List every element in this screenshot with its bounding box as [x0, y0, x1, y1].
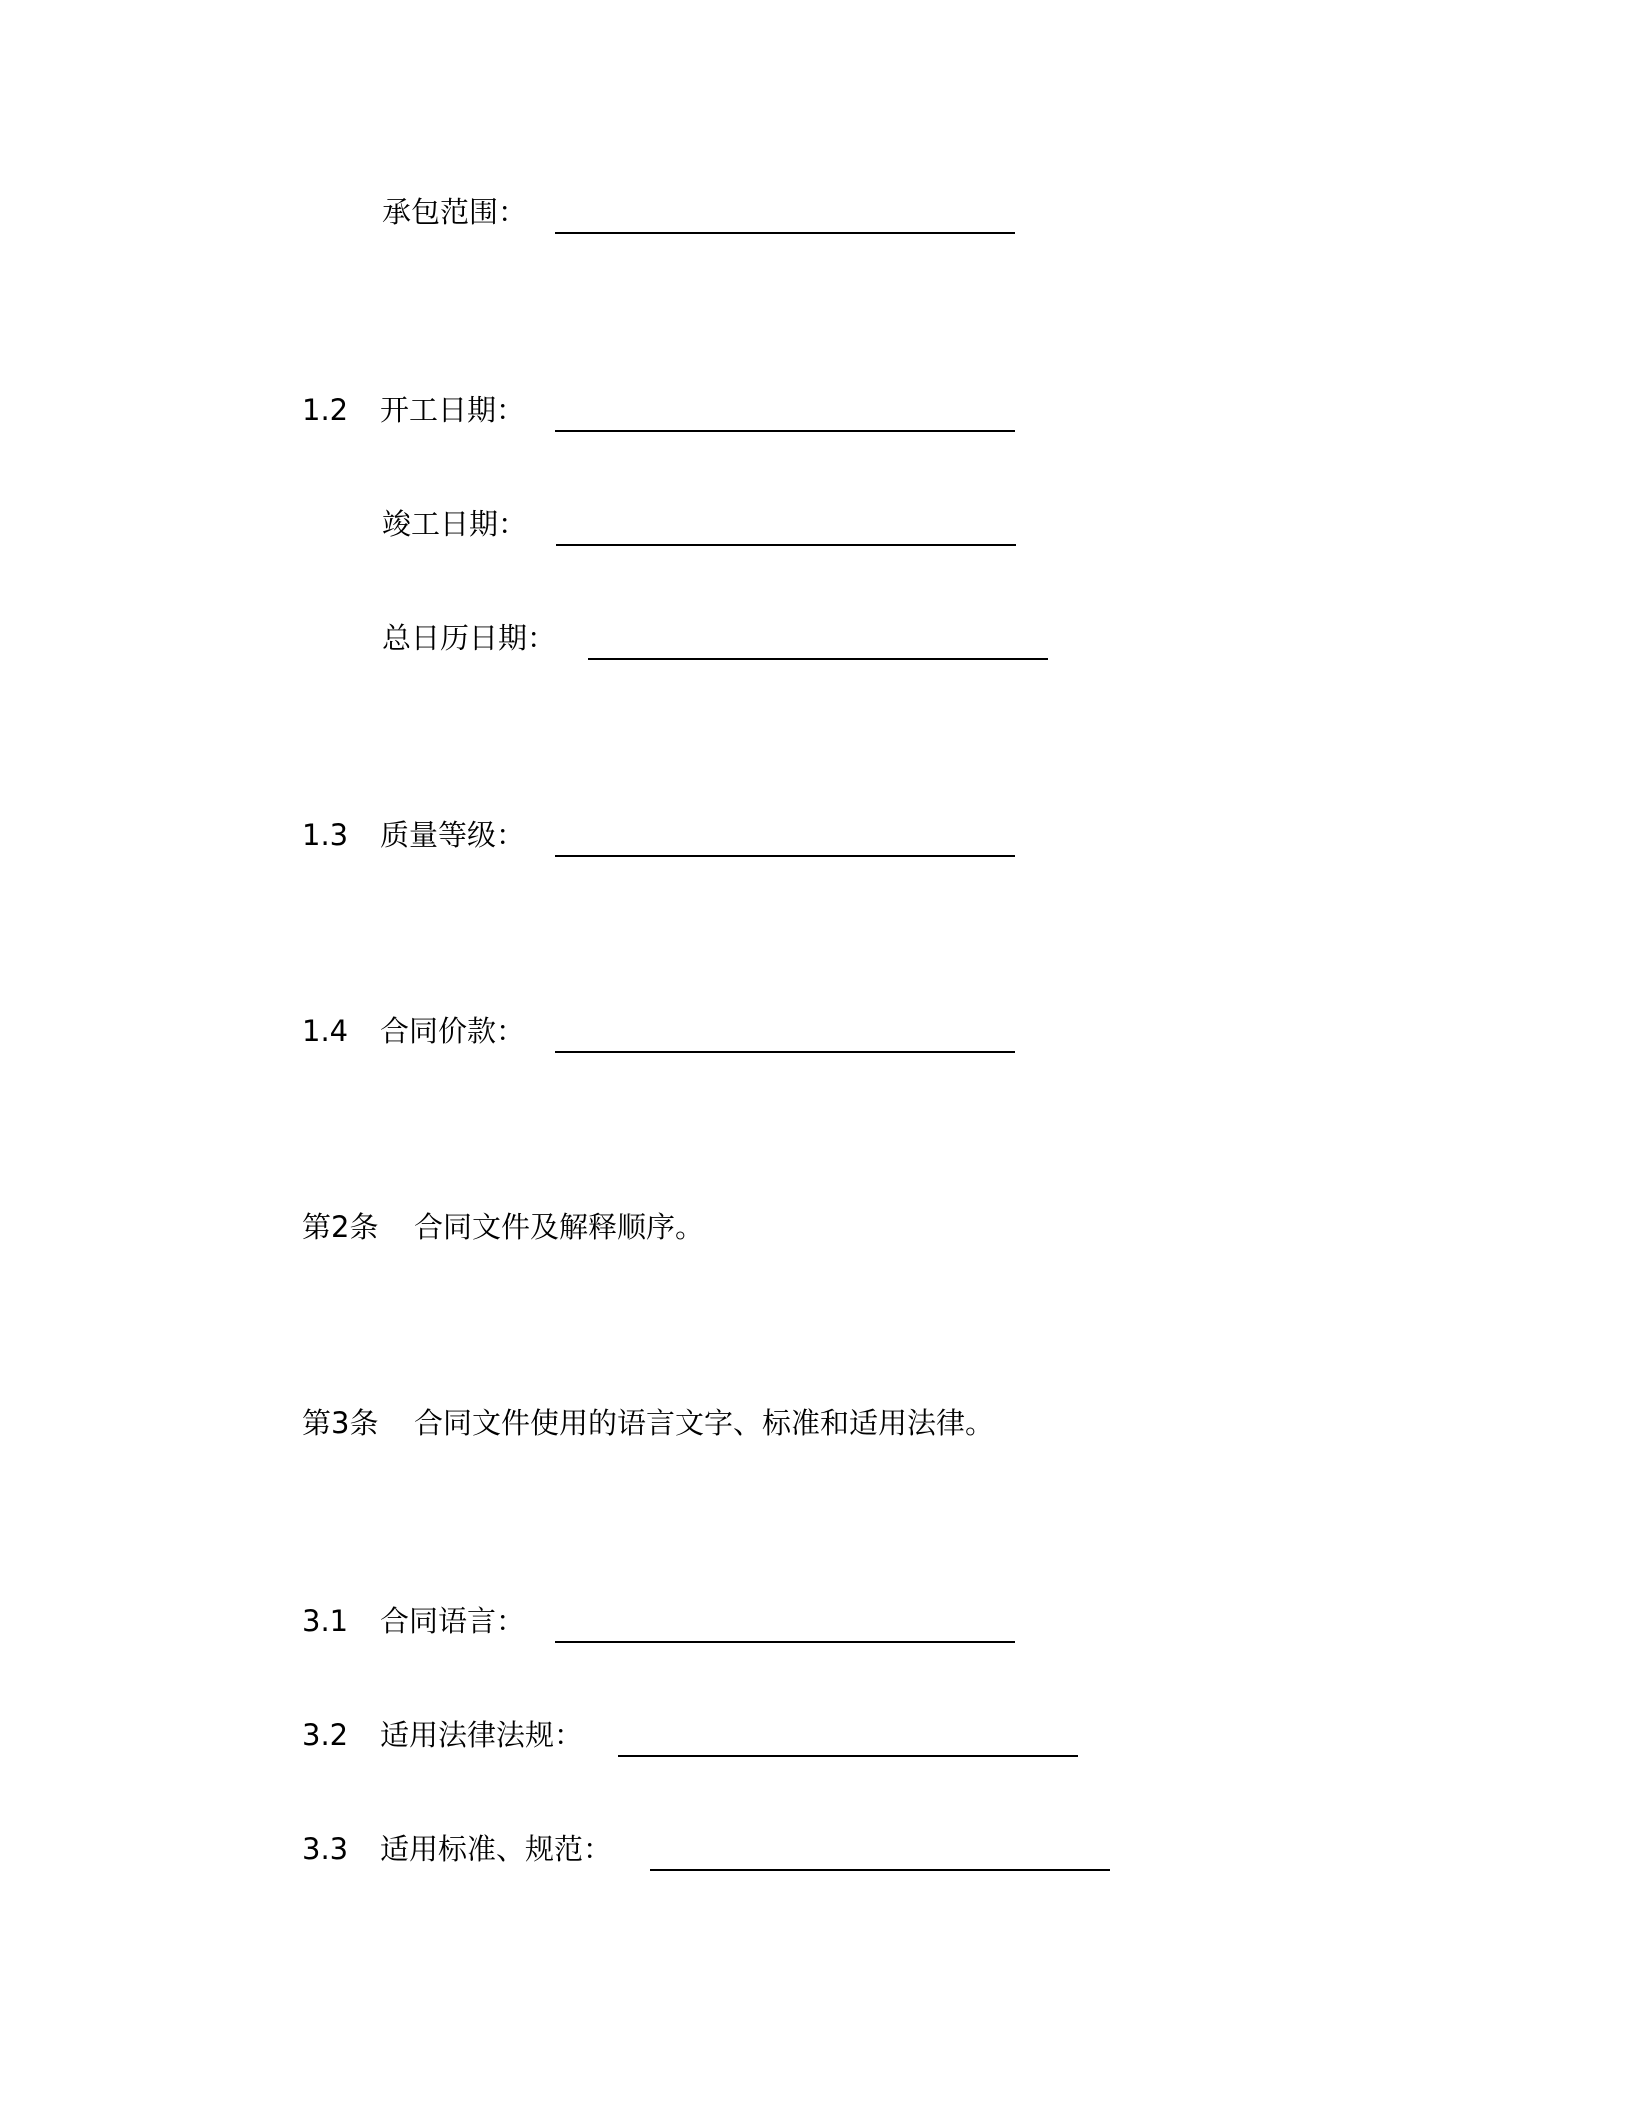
start-date-number: 1.2: [302, 393, 349, 427]
quality-label: 质量等级：: [380, 818, 526, 852]
price-row: [302, 1009, 1102, 1053]
standards-blank-field[interactable]: [650, 1869, 1110, 1871]
article-3-number: 第3条: [302, 1406, 379, 1440]
laws-label: 适用法律法规：: [380, 1718, 584, 1752]
standards-number: 3.3: [302, 1832, 349, 1866]
laws-row: [302, 1713, 1202, 1757]
start-date-blank-field[interactable]: [555, 430, 1015, 432]
start-date-row: [302, 388, 1102, 432]
standards-row: [302, 1827, 1202, 1871]
language-blank-field[interactable]: [555, 1641, 1015, 1643]
language-number: 3.1: [302, 1604, 349, 1638]
price-label: 合同价款：: [380, 1014, 526, 1048]
completion-date-row: [302, 502, 1102, 546]
standards-label: 适用标准、规范：: [380, 1832, 613, 1866]
quality-blank-field[interactable]: [555, 855, 1015, 857]
article-3-title: 合同文件使用的语言文字、标准和适用法律。: [414, 1406, 995, 1440]
completion-date-blank-field[interactable]: [556, 544, 1016, 546]
total-days-label: 总日历日期：: [382, 621, 557, 655]
article-3-heading: [302, 1401, 1402, 1445]
article-2-title: 合同文件及解释顺序。: [414, 1210, 705, 1244]
quality-row: [302, 813, 1102, 857]
scope-row: [302, 190, 1102, 234]
article-2-number: 第2条: [302, 1210, 379, 1244]
scope-label: 承包范围：: [382, 195, 528, 229]
quality-number: 1.3: [302, 818, 349, 852]
completion-date-label: 竣工日期：: [382, 507, 528, 541]
price-number: 1.4: [302, 1014, 349, 1048]
start-date-label: 开工日期：: [380, 393, 526, 427]
total-days-row: [302, 616, 1102, 660]
scope-blank-field[interactable]: [555, 232, 1015, 234]
total-days-blank-field[interactable]: [588, 658, 1048, 660]
price-blank-field[interactable]: [555, 1051, 1015, 1053]
laws-blank-field[interactable]: [618, 1755, 1078, 1757]
language-label: 合同语言：: [380, 1604, 526, 1638]
language-row: [302, 1599, 1102, 1643]
laws-number: 3.2: [302, 1718, 349, 1752]
article-2-heading: [302, 1205, 1302, 1249]
